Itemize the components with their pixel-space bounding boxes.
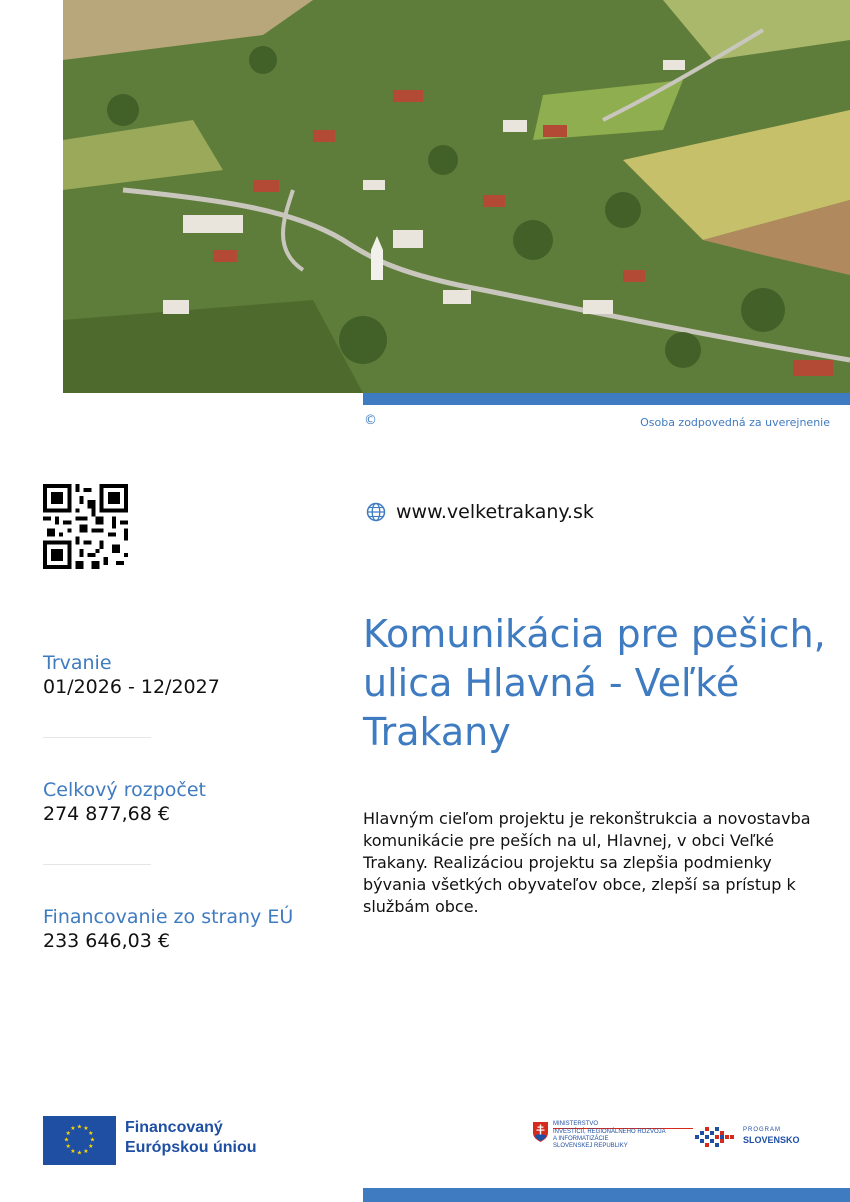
eu-funding-logo-text: [125, 1118, 257, 1158]
eu-funding-label: Financovanie zo strany EÚ: [43, 906, 294, 928]
eu-funding-block: [43, 906, 293, 952]
svg-text:★: ★: [83, 1125, 89, 1133]
budget-block: [43, 779, 206, 825]
qr-code-graphic: [43, 484, 128, 569]
website-link[interactable]: www.velketrakany.sk: [396, 501, 594, 523]
duration-block: [43, 652, 220, 698]
aerial-village-illustration: [63, 0, 850, 393]
eu-flag-icon: [43, 1116, 116, 1165]
svg-text:★: ★: [70, 1147, 76, 1155]
accent-bar-bottom: [363, 1188, 850, 1202]
ministry-text: [553, 1121, 693, 1150]
eu-text-line1: Financovaný: [125, 1119, 223, 1136]
ministry-line1: MINISTERSTVO: [553, 1121, 599, 1127]
svg-text:★: ★: [65, 1143, 71, 1150]
budget-value: 274 877,68 €: [43, 803, 170, 825]
svg-text:★: ★: [83, 1147, 89, 1155]
accent-bar-top: [363, 393, 850, 405]
duration-label: Trvanie: [43, 652, 112, 674]
program-pixel-arrow-icon: [693, 1126, 739, 1148]
duration-value: 01/2026 - 12/2027: [43, 676, 220, 698]
project-title: Komunikácia pre pešich, ulica Hlavná - Veľké Trakany: [363, 612, 826, 754]
hero-aerial-photo: [63, 0, 850, 393]
divider: [43, 737, 151, 738]
globe-icon: [366, 502, 386, 522]
eu-funding-value: 233 646,03 €: [43, 930, 170, 952]
budget-label: Celkový rozpočet: [43, 779, 206, 801]
svg-text:★: ★: [88, 1130, 94, 1137]
project-description: Hlavným cieľom projektu je rekonštrukcia a novostavba komunikácie pre peších na ul, Hlavnej, v obci Veľké Trakany. Realizáciou projektu sa zlepšia podmienky bývania všetkých obyvateľov obce, zlepší sa prístup k službám obce.: [363, 809, 811, 916]
program-label: PROGRAM: [743, 1127, 782, 1133]
ministry-line2: INVESTÍCIÍ, REGIONÁLNEHO ROZVOJA: [553, 1128, 693, 1136]
svg-text:★: ★: [89, 1136, 96, 1144]
ministry-line4: SLOVENSKEJ REPUBLIKY: [553, 1143, 628, 1149]
responsible-person-label: Osoba zodpovedná za uverejnenie: [640, 416, 830, 429]
qr-code[interactable]: [43, 484, 128, 569]
copyright-symbol: ©: [364, 413, 377, 428]
program-name: SLOVENSKO: [743, 1135, 800, 1145]
svg-text:★: ★: [70, 1125, 76, 1133]
ministry-line3: A INFORMATIZÁCIE: [553, 1136, 609, 1142]
svg-text:★: ★: [88, 1143, 94, 1150]
divider: [43, 864, 151, 865]
svg-text:★: ★: [63, 1136, 70, 1144]
slovak-coat-of-arms-icon: [533, 1122, 548, 1142]
eu-text-line2: Európskou úniou: [125, 1139, 257, 1156]
svg-text:★: ★: [65, 1130, 71, 1137]
svg-text:★: ★: [76, 1149, 83, 1157]
svg-text:★: ★: [76, 1123, 83, 1131]
